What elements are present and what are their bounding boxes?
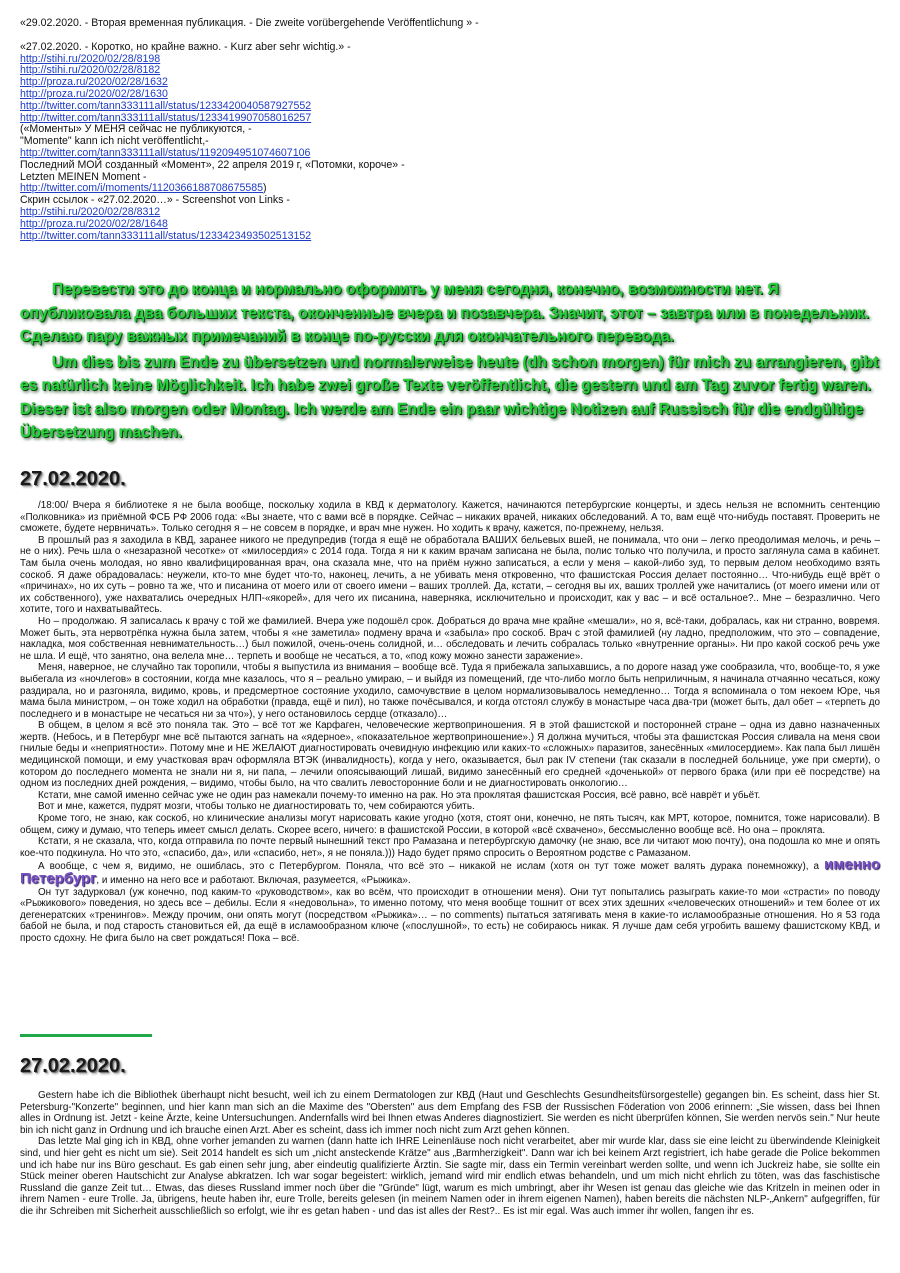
link-twitter-status-1[interactable]: http://twitter.com/tann333111all/status/1233420040587927552	[20, 99, 312, 112]
link-stihi-8182[interactable]: http://stihi.ru/2020/02/28/8182	[20, 64, 161, 77]
highlight-word-imenno: именно	[824, 856, 880, 874]
link-stihi-8312[interactable]: http://stihi.ru/2020/02/28/8312	[20, 205, 161, 218]
paragraph: В общем, в целом я всё это поняла так. Это – всё тот же Карфаген, человеческие жертвоприношения. Я в этой фашистской и посторонней стране – одна из давно назначенных жертв. (Небось, и в Петербург мне всё пытаются загнать на «ядерное», «показательное жертвоприношение».) Я должна мучиться, чтобы эта фашистская Россия сливала на меня свои гнилые беды и «неприятности». Потому мне и НЕ ЖЕЛАЮТ диагностировать очевидную инфекцию или каких-то «сложных» паразитов, занесённых «милосердием». Как папа был лишён медицинской помощи, и ему участковая врач оформляла ВТЭК (инвалидность), когда у него, оказывается, был рак IV степени (так сказали в последней больнице, уже при смерти), о котором до последнего момента не знали ни я, ни папа, – лечили опоясывающий лишай, видимо занесённый его средней «доченькой» от первого брака (или при её посредстве) на одном из последних дней рождения, – видимо, чтобы было, на что свалить левосторонние боли и не диагностировать онкологию…	[20, 720, 880, 790]
paragraph: Das letzte Mal ging ich in КВД, ohne vorher jemanden zu warnen (dann hatte ich IHRE Leinenläuse noch nicht verarbeitet, aber mir wurde klar, dass sie eine leicht zu überwindende Kleinigkeit sind, und hier geht es nicht um sie). Seit 2014 handelt es sich um „nicht ansteckende Krätze" aus „Barmherzigkeit". Dann war ich bei keinem Arzt registriert, ich habe gerade die Police bekommen und ich habe nur ins Büro geschaut. Es gab einen sehr jung, aber eindeutig qualifizierte Ärztin. Sie sagte mir, dass ein Termin vereinbart werden sollte, und wenn ich Juckreiz habe, sie sollte ein Stück meiner oberen Hautschicht zur Analyse abkratzen. Ich war sogar begeistert: wirklich, jemand wird mir endlich etwas behandeln, und um mich nicht ehrlich zu töten, was das faschistische Russland die ganze Zeit tut… Etwas, das dieses Russland immer noch über die "Gründe" lügt, warum es mich umbringt, aber ihr Wesen ist genau das gleiche wie das Kritzeln in meinen oder in ihrem Namen - eure Trolle. Ja, übrigens, heute haben ihr, eure Trolle, bereits gelesen (in meinem Namen oder in ihrem eigenen Namen), haben bereits die nächsten NLP-„Ankern" aufgegriffen, für die ihr Schreiben mit Sicherheit ausschließlich so erfolgt, wie ihr es getan haben - und das ist alles der Rest?.. Es ist mir egal. Was auch immer ihr wollen, fangen ihr es.	[20, 1136, 880, 1217]
link-twitter-status-2[interactable]: http://twitter.com/tann333111all/status/1233419907058016257	[20, 111, 312, 124]
section-date-de: 27.02.2020.	[20, 1055, 126, 1077]
link-proza-1630[interactable]: http://proza.ru/2020/02/28/1630	[20, 87, 168, 100]
paragraph: В прошлый раз я заходила в КВД, заранее никого не предупредив (тогда я ещё не обработала ВАШИХ бельевых вшей, не понимала, что они – легко преодолимая мелочь, и речь – не о них). Речь шла о «незаразной чесотке» от «милосердия» с 2014 года. Тогда я ни к каким врачам записана не была, полис только что получила, и просто заглянула сама в кабинет. Там была очень молодая, но явно квалифицированная врач, она сказала мне, что на приём нужно записаться, а если у меня – какой-либо зуд, то первым делом необходимо взять соскоб. Я даже обрадовалась: неужели, кто-то мне будет что-то, наконец, лечить, а не убивать меня откровенно, что фашистская Россия делает постоянно… Что-нибудь ещё врёт о «причинах», но их суть – ровно та же, что и писанина от моего или от своего имени – ваших троллей. Да, кстати, – сегодня вы их, ваших троллей уже начитались (от моего имени или от их собственного), уже нахватались очередных НЛП-«якорей», для чего их писанина, наверняка, исключительно и происходит, как у вас – и всё остальное?.. Мне – безразлично. Чего хотите, того и нахватывайтесь.	[20, 534, 880, 616]
link-twitter-moments-status[interactable]: http://twitter.com/tann333111all/status/1192094951074607106	[20, 146, 311, 159]
paragraph: Меня, наверное, не случайно так торопили, чтобы я выпустила из внимания – вообще всё. Туда я прибежала запыхавшись, а по дороге назад уже сообразила, что, вообще-то, я уже выбегала из «ночлегов» в состоянии, когда мне казалось, что я – реально умираю, – и выйдя из помещений, где что-либо могло быть неприличным, я начинала отчаянно чесаться, кожу раздирала, но и разгоняла, видимо, кровь, и предсмертное состояние уходило, самочувствие в целом нормализовывалось немедленно… Тогда я вспоминала о том некоем Юре, чья мама была министром, – он тоже ходил на обработки (правда, ещё и пил), но также почёсывался, и когда отстоял службу в монастыре часа два-три (может быть, дал обет – «терпеть до последнего и в монастыре не чесаться ни за что»), у него остановилось сердце (отказало)…	[20, 662, 880, 720]
header-notes	[20, 18, 880, 242]
highlight-post: , и именно на него все и работают. Включая, разумеется, «Рыжика».	[96, 875, 411, 886]
link-stihi-8198[interactable]: http://stihi.ru/2020/02/28/8198	[20, 52, 161, 65]
last-moment-de: Letzten MEINEN Moment -	[20, 170, 147, 183]
brief-note: «27.02.2020. - Коротко, но крайне важно. - Kurz aber sehr wichtig.» -	[20, 40, 351, 53]
link-twitter-status-3[interactable]: http://twitter.com/tann333111all/status/1233423493502513152	[20, 229, 312, 242]
section-date-ru: 27.02.2020.	[20, 468, 126, 490]
section-body-de	[20, 1090, 880, 1218]
screenshot-note: Скрин ссылок - «27.02.2020…» - Screenshot von Links -	[20, 194, 290, 207]
notice-de: Um dies bis zum Ende zu übersetzen und normalerweise heute (dh schon morgen) für mich zu arrangieren, gibt es natürlich keine Möglichkeit. Ich habe zwei große Texte veröffentlicht, die gestern und am Tag zuvor fertig waren. Dieser ist also morgen oder Montag. Ich werde am Ende ein paar wichtige Notizen auf Russisch für die endgültige Übersetzung machen.	[20, 353, 879, 441]
translation-notice	[20, 278, 880, 445]
section-divider	[20, 1034, 152, 1037]
paragraph: Кстати, мне самой именно сейчас уже не один раз намекали почему-то именно на рак. Но эта проклятая фашистская Россия, всё равно, всё наврёт и убьёт.	[38, 789, 761, 801]
moments-note-ru: («Моменты» У МЕНЯ сейчас не публикуются, -	[20, 123, 252, 136]
notice-ru: Перевести это до конца и нормально оформить у меня сегодня, конечно, возможности нет. Я опубликовала два больших текста, оконченные вчера и позавчера. Значит, этот – завтра или в понедельник. Сделаю пару важных примечаний в конце по-русски для окончательного перевода.	[20, 281, 870, 345]
paragraph: Кроме того, не знаю, как соскоб, но клинические анализы могут нарисовать какие угодно (хотя, стоят они, конечно, не пять тысяч, как МРТ, которое, помнится, тоже нарисовали). В общем, сижу и думаю, что теперь имеет смысл делать. Скорее всего, ничего: в фашистской России, в которой «всё схвачено», бессмысленно вообще всё. Но она – проклята.	[20, 813, 880, 836]
section-body-ru	[20, 500, 880, 945]
paragraph: Кстати, я не сказала, что, когда отправила по почте первый нынешний текст про Рамазана и петербургскую дамочку (не знаю, все ли читают мою почту), она подошла ко мне и опять кое-что подкинула. Но что это, «спасибо, да», или «спасибо, нет», я не поняла.))) Надо будет прямо спросить о Вероятном родстве с Рамазаном.	[20, 836, 880, 859]
paragraph: Но – продолжаю. Я записалась к врачу с той же фамилией. Вчера уже подошёл срок. Добраться до врача мне крайне «мешали», но я, всё-таки, добралась, как ни странно, вовремя. Может быть, эта нервотрёпка нужна была затем, чтобы я «не заметила» подмену врача и «забыла» про соскоб. Врач с этой фамилией (ну ладно, предположим, что это – совпадение, накладка, моя собственная невнимательность…) был пожилой, очень-очень солидной, и… обследовать и лечить собралась только «внутренние органы». Ни про какой соскоб речь уже не шла. И ещё, что занятно, она велела мне… терпеть и вообще не чесаться, а то, «под кожу можно занести заражение».	[20, 615, 880, 662]
moments-note-de: "Momente" kann ich nicht veröffentlicht,-	[20, 135, 209, 148]
paragraph: Вот и мне, кажется, пудрят мозги, чтобы только не диагностировать то, чем собираются убить.	[38, 801, 475, 813]
highlight-word-peterburg: Петербург	[20, 870, 97, 887]
moment-link-close: )	[263, 182, 267, 195]
publication-note: «29.02.2020. - Вторая временная публикация. - Die zweite vorübergehende Veröffentlichung » -	[20, 17, 479, 29]
highlight-pre: А вообще, с чем я, видимо, не ошиблась, это с Петербургом. Поняла, что всё это – никакой не ислам (хотя он тут тоже может валять дурака понемножку), а	[38, 861, 825, 873]
paragraph: Gestern habe ich die Bibliothek überhaupt nicht besucht, weil ich zu einem Dermatologen zur КВД (Haut und Geschlechts Gesundheitsfürsorgestelle) gegangen bin. Es scheint, dass hier St. Petersburg-"Konzerte" beginnen, und hier kann man sich an die Maxime des "Obersten" aus dem Empfang des FSB der Russischen Föderation von 2006 erinnern: „Sie wissen, dass bei Ihnen alles in Ordnung ist. Jetzt - keine Ärzte, keine Untersuchungen. Andernfalls wird bei Ihnen etwas Anderes diagnostiziert. Sie werden es nicht überprüfen können, Sie werden nervös sein." Nur heute bin ich nicht ganz in Ordnung und ich brauche einen Arzt. Aber es scheint, dass ich immer noch nicht zum Arzt gehen können.	[20, 1090, 880, 1136]
paragraph: Он тут задурковал (уж конечно, под каким-то «руководством», как во всём, что происходит в отношении меня). Они тут попытались разыграть какие-то мои «страсти» по поводу «Рыжикового» поведения, но здесь все – дебилы. Если я «недовольна», то именно потому, что меня вообще тошнит от всех этих здешних «человеческих отношений» и тем более от их дегенератских «тренингов». Между прочим, они опять могут (посредством «Рыжика»… – no comments) пытаться затягивать меня в какие-то исламообразные отношения. Но я 53 года бабой не была, и под старость становиться ей, да ещё в исламообразном ключе («послушной», то есть) не собираюсь никак. Я лучше дам себя угробить вашему фашистскому КВД, и просто сдохну. Не фига было на свет рождаться! Пока – всё.	[20, 886, 880, 944]
paragraph: /18:00/ Вчера я библиотеке я не была вообще, поскольку ходила в КВД к дерматологу. Кажется, начинаются петербургские концерты, и здесь нельзя не вспомнить сентенцию «Полковника» из приёмной ФСБ РФ 2006 года: «Вы знаете, что с вами всё в порядке. Сейчас – никаких врачей, никаких обследований. А то, вам ещё что-нибудь поставят. Проверить не сможете, будете нервничать». Только сегодня я – не совсем в порядке, и врач мне нужен. Но ходить к врачу, кажется, по-прежнему, нельзя.	[20, 500, 880, 535]
highlight-paragraph	[20, 856, 880, 887]
link-proza-1648[interactable]: http://proza.ru/2020/02/28/1648	[20, 217, 168, 230]
link-proza-1632[interactable]: http://proza.ru/2020/02/28/1632	[20, 76, 168, 89]
last-moment-ru: Последний МОЙ созданный «Момент», 22 апреля 2019 г, «Потомки, короче» -	[20, 158, 405, 171]
link-twitter-moment[interactable]: http://twitter.com/i/moments/1120366188708675585	[20, 182, 264, 195]
